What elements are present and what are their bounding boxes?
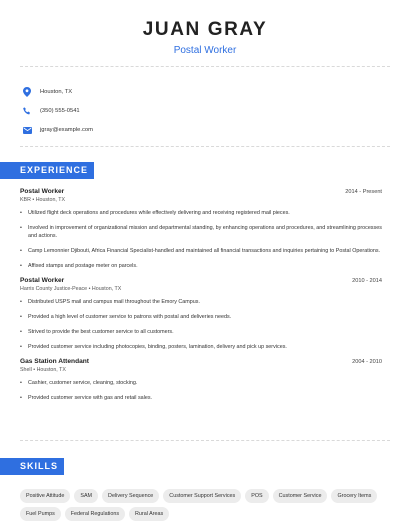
skill-chip: Customer Service — [273, 489, 328, 503]
phone-icon — [22, 106, 32, 116]
skills-section-heading: SKILLS — [0, 458, 64, 475]
resume-header — [0, 0, 410, 57]
job-entry — [20, 358, 382, 402]
skill-chip: POS — [245, 489, 268, 503]
skill-chip: Grocery Items — [331, 489, 377, 503]
list-item: • Strived to provide the best customer service to all customers. — [20, 329, 174, 335]
skills-list — [20, 489, 394, 521]
job-organization: Harris County Justice-Peace • Houston, TX — [20, 286, 122, 292]
contact-email-text: jgray@example.com — [40, 127, 93, 133]
list-item: • Affixed stamps and postage meter on parcels. — [20, 263, 138, 269]
job-dates: 2004 - 2010 — [352, 359, 382, 365]
email-icon — [22, 125, 32, 135]
contact-location-text: Houston, TX — [40, 89, 73, 95]
job-organization: KBR • Houston, TX — [20, 197, 66, 203]
contact-email — [22, 121, 93, 139]
contact-phone-text: (350) 555-0541 — [40, 108, 80, 114]
skill-chip: Delivery Sequence — [102, 489, 159, 503]
contact-phone — [22, 102, 93, 120]
skill-chip: Customer Support Services — [163, 489, 241, 503]
job-entry — [20, 188, 382, 270]
skill-chip: SAM — [74, 489, 98, 503]
candidate-name: JUAN GRAY — [142, 19, 268, 40]
contact-list — [22, 83, 93, 140]
divider — [20, 440, 390, 441]
job-title: Postal Worker — [20, 188, 65, 195]
list-item: • Involved in improvement of organizational mission and departmental standing, by enhancing operations and procedures, and streamlining processes and actions. — [20, 225, 382, 239]
list-item: • Distributed USPS mail and campus mail throughout the Emory Campus. — [20, 299, 200, 305]
job-entry — [20, 277, 382, 351]
list-item: • Provided customer service including photocopies, binding, posters, lamination, delivery and pick up services. — [20, 344, 287, 350]
divider — [20, 146, 390, 147]
experience-list — [20, 188, 382, 409]
divider — [20, 66, 390, 67]
contact-location — [22, 83, 93, 101]
skill-chip: Positive Attitude — [20, 489, 70, 503]
job-dates: 2010 - 2014 — [352, 278, 382, 284]
list-item: • Camp Lemonnier Djibouti, Africa Financial Specialist-handled and maintained all financial transactions and inquiries pertaining to Postal Operations. — [20, 248, 381, 254]
experience-section-heading: EXPERIENCE — [0, 162, 94, 179]
skill-chip: Rural Areas — [129, 507, 169, 521]
list-item: • Provided a high level of customer service to patrons with postal and deliveries needs. — [20, 314, 232, 320]
job-title: Postal Worker — [20, 277, 65, 284]
job-title: Gas Station Attendant — [20, 358, 89, 365]
skill-chip: Federal Regulations — [65, 507, 125, 521]
job-dates: 2014 - Present — [345, 189, 382, 195]
list-item: • Utilized flight deck operations and procedures while effectively delivering and receiving registered mail pieces. — [20, 210, 290, 216]
list-item: • Cashier, customer service, cleaning, stocking. — [20, 380, 138, 386]
skill-chip: Fuel Pumps — [20, 507, 61, 521]
job-title-heading: Postal Worker — [173, 45, 237, 56]
job-organization: Shell • Houston, TX — [20, 367, 66, 373]
location-pin-icon — [22, 87, 32, 97]
list-item: • Provided customer service with gas and retail sales. — [20, 395, 153, 401]
